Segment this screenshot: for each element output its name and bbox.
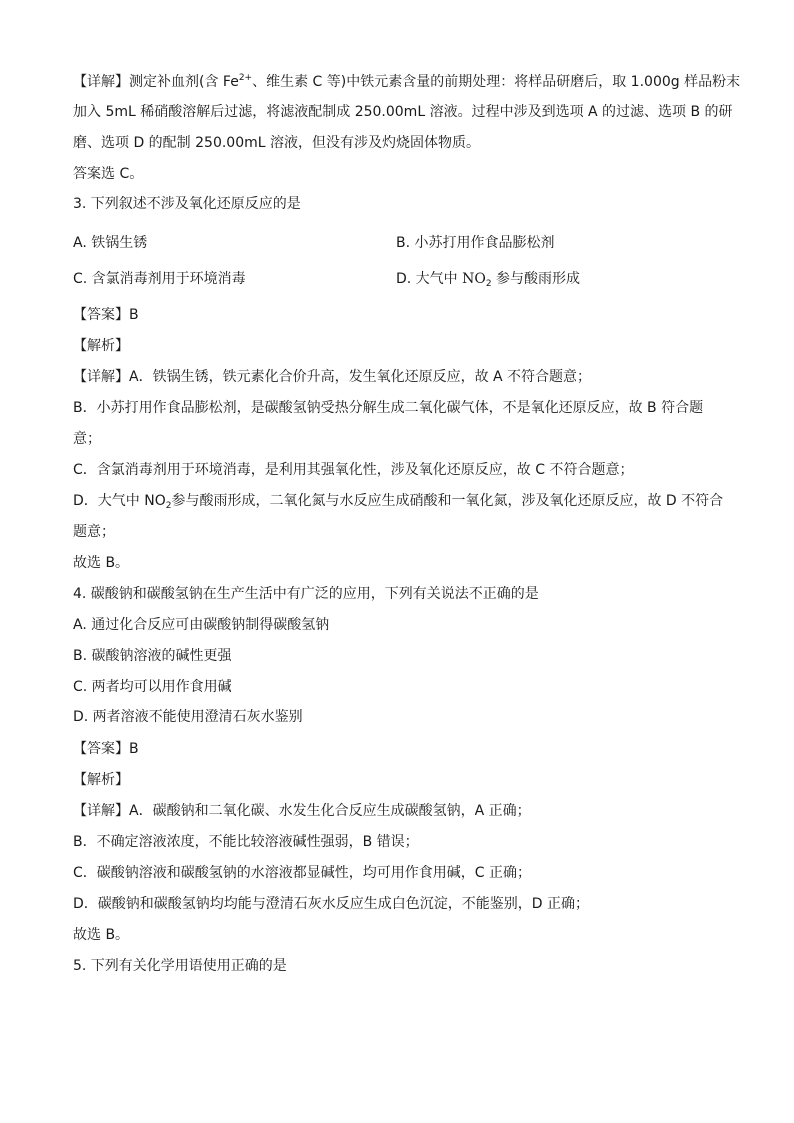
question-4-analysis-label: 【解析】 bbox=[73, 772, 129, 788]
detail-line-2: 加入 5mL 稀硝酸溶解后过滤，将滤液配制成 250.00mL 溶液。过程中涉及到选项 A 的过滤、选项 B 的研 bbox=[73, 104, 733, 120]
question-4-option-c: C. 两者均可以用作食用碱 bbox=[73, 679, 232, 695]
question-3-option-d bbox=[396, 269, 580, 289]
text-run: 、维生素 C 等)中铁元素含量的前期处理：将样品研磨后，取 1.000g 样品粉末 bbox=[252, 74, 741, 90]
detail-line-3: 磨、选项 D 的配制 250.00mL 溶液，但没有涉及灼烧固体物质。 bbox=[73, 135, 481, 151]
question-3-analysis-label: 【解析】 bbox=[73, 338, 129, 354]
question-3-detail-2: B．小苏打用作食品膨松剂，是碳酸氢钠受热分解生成二氧化碳气体，不是氧化还原反应，故 B 符合题 bbox=[73, 400, 704, 416]
question-4-stem: 4. 碳酸钠和碳酸氢钠在生产生活中有广泛的应用，下列有关说法不正确的是 bbox=[73, 586, 539, 602]
answer-choice-line: 答案选 C。 bbox=[73, 166, 144, 182]
question-3-answer: 【答案】B bbox=[73, 307, 139, 323]
question-4-option-b: B. 碳酸钠溶液的碱性更强 bbox=[73, 648, 232, 664]
question-4-detail-3: C．碳酸钠溶液和碳酸氢钠的水溶液都显碱性，均可用作食用碱，C 正确； bbox=[73, 865, 531, 881]
text-run: 参与酸雨形成 bbox=[491, 271, 581, 287]
text-run: D. 大气中 bbox=[396, 271, 463, 287]
question-4-detail-2: B．不确定溶液浓度，不能比较溶液碱性强弱，B 错误； bbox=[73, 834, 419, 850]
question-3-detail-5 bbox=[73, 491, 723, 511]
question-3-detail-1: 【详解】A．铁锅生锈，铁元素化合价升高，发生氧化还原反应，故 A 不符合题意； bbox=[73, 369, 592, 385]
text-run: 参与酸雨形成，二氧化氮与水反应生成硝酸和一氧化氮，涉及氧化还原反应，故 D 不符合 bbox=[171, 493, 724, 509]
question-3-detail-4: C．含氯消毒剂用于环境消毒，是利用其强氧化性，涉及氧化还原反应，故 C 不符合题意； bbox=[73, 462, 634, 478]
subscript: 2 bbox=[485, 279, 492, 289]
question-4-detail-1: 【详解】A．碳酸钠和二氧化碳、水发生化合反应生成碳酸氢钠，A 正确； bbox=[73, 803, 531, 819]
question-5-stem: 5. 下列有关化学用语使用正确的是 bbox=[73, 958, 287, 974]
question-3-conclusion: 故选 B。 bbox=[73, 555, 130, 571]
question-3-option-a: A. 铁锅生锈 bbox=[73, 235, 148, 251]
question-3-option-b: B. 小苏打用作食品膨松剂 bbox=[396, 235, 555, 251]
formula: NO bbox=[462, 271, 486, 287]
question-4-option-a: A. 通过化合反应可由碳酸钠制得碳酸氢钠 bbox=[73, 617, 330, 633]
question-4-detail-4: D．碳酸钠和碳酸氢钠均均能与澄清石灰水反应生成白色沉淀，不能鉴别，D 正确； bbox=[73, 896, 590, 912]
text-run: 【详解】测定补血剂(含 Fe bbox=[73, 74, 239, 90]
superscript: 2+ bbox=[238, 73, 253, 83]
detail-line-1 bbox=[73, 72, 740, 92]
question-4-answer: 【答案】B bbox=[73, 741, 139, 757]
question-4-conclusion: 故选 B。 bbox=[73, 927, 130, 943]
question-3-detail-6: 题意； bbox=[73, 524, 115, 540]
question-3-option-c: C. 含氯消毒剂用于环境消毒 bbox=[73, 271, 246, 287]
question-3-stem: 3. 下列叙述不涉及氧化还原反应的是 bbox=[73, 196, 301, 212]
question-3-detail-3: 意； bbox=[73, 431, 101, 447]
question-4-option-d: D. 两者溶液不能使用澄清石灰水鉴别 bbox=[73, 709, 303, 725]
text-run: D．大气中 NO bbox=[73, 493, 166, 509]
subscript: 2 bbox=[165, 501, 172, 511]
